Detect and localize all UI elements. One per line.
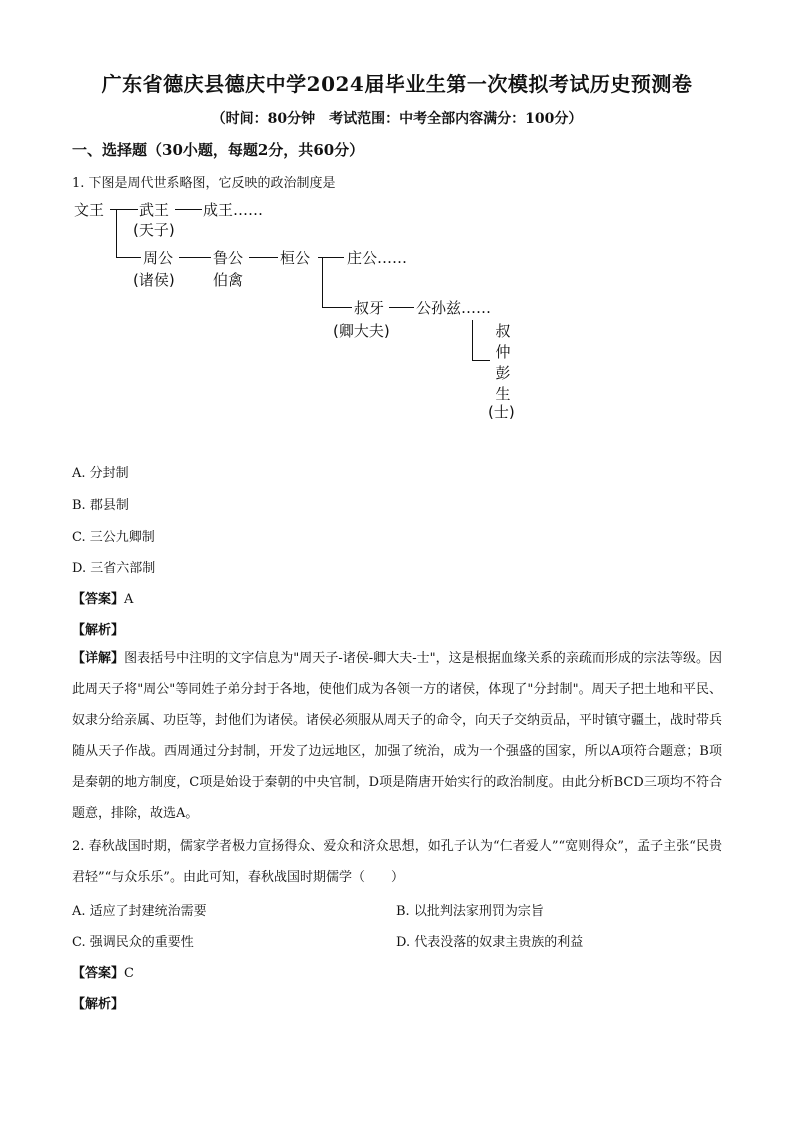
question-1-option-c: C. 三公九卿制 — [72, 530, 155, 545]
answer-value: A — [124, 592, 134, 607]
question-1-detail — [72, 643, 722, 829]
node-chengwang: 成王…… — [203, 201, 264, 219]
node-zhougong: 周公 — [143, 249, 174, 267]
question-1-stem: 1. 下图是周代世系略图，它反映的政治制度是 — [72, 176, 336, 191]
line-lugong-huangong — [249, 257, 278, 258]
question-1-option-d: D. 三省六部制 — [72, 561, 156, 576]
line-shuya-gongsunzi — [389, 307, 414, 308]
node-boqin: 伯禽 — [213, 271, 244, 289]
line-wenwang-branch — [116, 209, 117, 257]
question-1-analysis-label: 【解析】 — [72, 623, 125, 638]
label-tianzi: (天子) — [133, 221, 175, 239]
question-2-option-b: B. 以批判法家刑罚为宗旨 — [396, 904, 544, 919]
answer-label: 【答案】 — [72, 592, 125, 607]
question-2-stem: 2. 春秋战国时期，儒家学者极力宣扬得众、爱众和济众思想，如孔子认为“仁者爱人”“宽则得众”，孟子主张“民贵君轻”“与众乐乐”。由此可知，春秋战国时期儒学（ ） — [72, 839, 722, 885]
node-wenwang: 文王 — [74, 201, 105, 219]
answer-label: 【答案】 — [72, 966, 125, 981]
line-wuwang-chengwang — [175, 209, 202, 210]
label-shi: (士) — [488, 403, 515, 421]
line-branch-shuya — [322, 307, 352, 308]
line-gongsunzi-branch — [472, 320, 473, 360]
line-huangong-branch — [322, 257, 323, 307]
line-wenwang-wuwang — [110, 209, 138, 210]
question-2-analysis-label: 【解析】 — [72, 997, 125, 1012]
question-2-answer — [72, 962, 134, 981]
label-zhuhou: (诸侯) — [133, 271, 175, 289]
question-2-option-c: C. 强调民众的重要性 — [72, 935, 194, 950]
line-branch-zhougong — [116, 257, 141, 258]
question-2-option-a: A. 适应了封建统治需要 — [72, 904, 207, 919]
node-lugong: 鲁公 — [213, 249, 244, 267]
line-zhougong-lugong — [179, 257, 211, 258]
question-1-option-a: A. 分封制 — [72, 466, 129, 481]
node-shuzhong-pengsheng: 叔 仲 彭 生 — [495, 322, 511, 403]
answer-value: C — [124, 966, 134, 981]
section-heading: 一、选择题（30小题，每题2分，共60分） — [72, 141, 365, 159]
node-zhuanggong: 庄公…… — [347, 249, 408, 267]
node-gongsunzi: 公孙兹…… — [416, 299, 492, 317]
detail-label: 【详解】 — [72, 651, 125, 666]
node-wuwang: 武王 — [139, 201, 170, 219]
node-shuya: 叔牙 — [354, 299, 385, 317]
line-branch-shi — [472, 360, 490, 361]
question-2-option-d: D. 代表没落的奴隶主贵族的利益 — [396, 935, 584, 950]
document-title: 广东省德庆县德庆中学2024届毕业生第一次模拟考试历史预测卷 — [101, 72, 693, 96]
question-1-option-b: B. 郡县制 — [72, 498, 129, 513]
document-subtitle: （时间：80分钟 考试范围：中考全部内容满分：100分） — [211, 111, 583, 127]
detail-text: 图表括号中注明的文字信息为"周天子-诸侯-卿大夫-士"，这是根据血缘关系的亲疏而形成的宗法等级。因此周天子将"周公"等同姓子弟分封于各地，使他们成为各领一方的诸侯，体现了"分封制"。周天子把土地和平民、奴隶分给亲属、功臣等，封他们为诸侯。诸侯必须服从周天子的命令，向天子交纳贡品，平时镇守疆土，战时带兵随从天子作战。西周通过分封制，开发了边远地区，加强了统治，成为一个强盛的国家，所以A项符合题意；B项是秦朝的地方制度，C项是始设于秦朝的中央官制，D项是隋唐开始实行的政治制度。由此分析BCD三项均不符合题意，排除，故选A。 — [72, 651, 723, 821]
question-1-answer — [72, 588, 133, 607]
label-qingdafu: (卿大夫) — [333, 322, 390, 340]
node-huangong: 桓公 — [280, 249, 311, 267]
